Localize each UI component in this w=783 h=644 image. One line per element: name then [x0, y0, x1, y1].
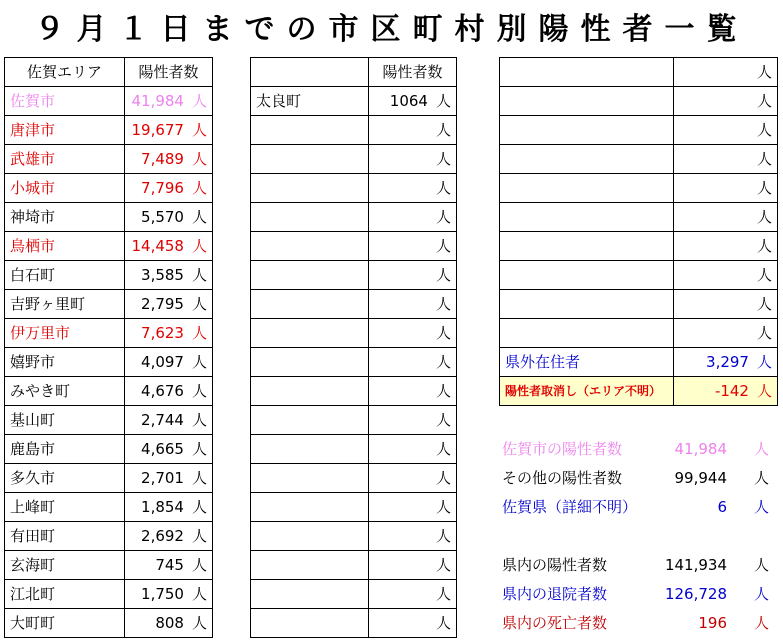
area-table-2	[250, 57, 457, 638]
unit-label: 人	[435, 353, 451, 371]
area-name: 有田町	[5, 522, 125, 551]
count-cell	[125, 116, 213, 145]
unit-label: 人	[191, 353, 207, 371]
count-cell	[125, 232, 213, 261]
unit-label: 人	[435, 150, 451, 168]
count-cell	[674, 174, 778, 203]
area-name	[251, 290, 369, 319]
header-row	[5, 58, 213, 87]
unit-label: 人	[435, 498, 451, 516]
summary-value: 196	[698, 614, 727, 632]
area-name	[500, 261, 674, 290]
count-cell	[369, 377, 457, 406]
area-table-3	[499, 57, 778, 406]
area-name	[251, 145, 369, 174]
unit-label: 人	[191, 208, 207, 226]
area-name	[500, 116, 674, 145]
count-value: 745	[155, 556, 184, 574]
count-cell	[369, 87, 457, 116]
unit-label: 人	[191, 527, 207, 545]
summary-label: 佐賀市の陽性者数	[502, 440, 623, 458]
page-title: ９月１日までの市区町村別陽性者一覧	[34, 12, 749, 47]
count-value: 14,458	[131, 237, 184, 255]
unit-label: 人	[191, 121, 207, 139]
summary-total	[500, 551, 775, 579]
count-value: -142	[714, 382, 749, 400]
area-name: 上峰町	[5, 493, 125, 522]
count-cell	[369, 609, 457, 638]
unit-label: 人	[435, 121, 451, 139]
count-cell	[674, 377, 778, 406]
count-cell	[125, 174, 213, 203]
area-name: 唐津市	[5, 116, 125, 145]
summary-unit: 人	[753, 469, 769, 487]
count-cell	[369, 435, 457, 464]
table-row	[500, 261, 778, 290]
unit-label: 人	[756, 179, 772, 197]
table-row	[251, 551, 457, 580]
count-cell	[369, 261, 457, 290]
count-cell	[369, 319, 457, 348]
summary-label: 県内の陽性者数	[502, 556, 608, 574]
table-row	[251, 348, 457, 377]
unit-label: 人	[756, 295, 772, 313]
table-row	[5, 435, 213, 464]
count-cell	[369, 116, 457, 145]
summary-unit: 人	[753, 498, 769, 516]
area-name: 基山町	[5, 406, 125, 435]
unit-label: 人	[756, 237, 772, 255]
area-name	[251, 522, 369, 551]
area-name	[251, 406, 369, 435]
count-cell	[125, 377, 213, 406]
unit-label: 人	[756, 121, 772, 139]
count-value: 7,489	[141, 150, 184, 168]
count-value: 2,795	[141, 295, 184, 313]
count-cell	[125, 464, 213, 493]
table-row	[5, 377, 213, 406]
summary-label: 県内の死亡者数	[502, 614, 608, 632]
area-name	[251, 174, 369, 203]
count-cell	[125, 580, 213, 609]
count-cell	[125, 551, 213, 580]
count-value: 2,744	[141, 411, 184, 429]
count-cell	[369, 464, 457, 493]
area-name: 多久市	[5, 464, 125, 493]
summary-label: 県内の退院者数	[502, 585, 608, 603]
unit-label: 人	[191, 440, 207, 458]
table-row	[251, 116, 457, 145]
area-name	[251, 377, 369, 406]
table-row	[500, 174, 778, 203]
table-row	[251, 464, 457, 493]
unit-label: 人	[435, 295, 451, 313]
table-row	[500, 203, 778, 232]
count-cell	[674, 87, 778, 116]
unit-label: 人	[756, 382, 772, 400]
area-name: 小城市	[5, 174, 125, 203]
count-value: 1,854	[141, 498, 184, 516]
unit-label: 人	[435, 556, 451, 574]
count-value: 5,570	[141, 208, 184, 226]
table-row	[251, 290, 457, 319]
area-name: 吉野ヶ里町	[5, 290, 125, 319]
area-name	[251, 609, 369, 638]
table-row	[500, 58, 778, 87]
count-cell	[125, 522, 213, 551]
unit-label: 人	[191, 92, 207, 110]
area-name: 陽性者取消し（エリア不明）	[500, 377, 674, 406]
area-name	[251, 580, 369, 609]
column-header-count: 陽性者数	[125, 58, 213, 87]
outside-prefecture-row	[500, 348, 778, 377]
count-cell	[369, 290, 457, 319]
unit-label: 人	[191, 585, 207, 603]
count-value: 1,750	[141, 585, 184, 603]
area-name: 大町町	[5, 609, 125, 638]
table-row	[5, 145, 213, 174]
table-row	[500, 116, 778, 145]
unit-label: 人	[435, 527, 451, 545]
count-cell	[369, 203, 457, 232]
table-row	[500, 290, 778, 319]
table-row	[5, 261, 213, 290]
area-name: 太良町	[251, 87, 369, 116]
area-name	[500, 145, 674, 174]
area-name: 伊万里市	[5, 319, 125, 348]
summary-unit: 人	[753, 440, 769, 458]
unit-label: 人	[435, 324, 451, 342]
table-row	[251, 406, 457, 435]
count-cell	[674, 58, 778, 87]
area-name	[251, 435, 369, 464]
count-cell	[674, 348, 778, 377]
table-row	[500, 319, 778, 348]
area-name	[251, 348, 369, 377]
area-name: 佐賀市	[5, 87, 125, 116]
count-cell	[674, 145, 778, 174]
count-cell	[125, 435, 213, 464]
count-value: 2,701	[141, 469, 184, 487]
table-row	[5, 348, 213, 377]
unit-label: 人	[435, 585, 451, 603]
area-name: 神埼市	[5, 203, 125, 232]
summary-unit: 人	[753, 585, 769, 603]
area-name	[500, 87, 674, 116]
unit-label: 人	[435, 411, 451, 429]
table-row	[251, 174, 457, 203]
unit-label: 人	[435, 440, 451, 458]
summary-value: 6	[717, 498, 727, 516]
count-cell	[369, 551, 457, 580]
unit-label: 人	[191, 179, 207, 197]
area-name	[251, 232, 369, 261]
area-name	[500, 174, 674, 203]
unit-label: 人	[191, 266, 207, 284]
table-row	[5, 203, 213, 232]
table-row	[500, 145, 778, 174]
table-row	[5, 87, 213, 116]
table-row	[251, 232, 457, 261]
area-name: 玄海町	[5, 551, 125, 580]
summary-deaths	[500, 609, 775, 637]
unit-label: 人	[191, 382, 207, 400]
unit-label: 人	[756, 92, 772, 110]
area-name	[500, 319, 674, 348]
count-cell	[125, 406, 213, 435]
area-name	[500, 58, 674, 87]
unit-label: 人	[435, 469, 451, 487]
unit-label: 人	[191, 614, 207, 632]
table-row	[251, 145, 457, 174]
table-row	[251, 203, 457, 232]
count-value: 3,585	[141, 266, 184, 284]
count-value: 4,665	[141, 440, 184, 458]
column-header-area	[251, 58, 369, 87]
summary-others	[500, 464, 775, 492]
table-row	[251, 87, 457, 116]
unit-label: 人	[191, 411, 207, 429]
table-row	[5, 580, 213, 609]
table-row	[5, 522, 213, 551]
count-cell	[125, 145, 213, 174]
summary-value: 141,934	[664, 556, 727, 574]
summary-label: その他の陽性者数	[502, 469, 623, 487]
area-name: みやき町	[5, 377, 125, 406]
unit-label: 人	[191, 469, 207, 487]
area-name	[251, 551, 369, 580]
column-header-area: 佐賀エリア	[5, 58, 125, 87]
unit-label: 人	[435, 92, 451, 110]
count-cell	[674, 319, 778, 348]
count-cell	[125, 319, 213, 348]
count-cell	[674, 203, 778, 232]
count-cell	[369, 145, 457, 174]
summary-value: 41,984	[674, 440, 727, 458]
area-name	[251, 116, 369, 145]
count-cell	[125, 203, 213, 232]
table-row	[251, 493, 457, 522]
area-name: 鳥栖市	[5, 232, 125, 261]
count-cell	[125, 87, 213, 116]
count-cell	[369, 348, 457, 377]
table-row	[251, 319, 457, 348]
summary-value: 126,728	[664, 585, 727, 603]
unit-label: 人	[191, 150, 207, 168]
unit-label: 人	[756, 324, 772, 342]
count-value: 41,984	[131, 92, 184, 110]
unit-label: 人	[435, 208, 451, 226]
unit-label: 人	[191, 556, 207, 574]
count-value: 7,796	[141, 179, 184, 197]
unit-label: 人	[756, 353, 772, 371]
area-name	[251, 261, 369, 290]
count-cell	[369, 174, 457, 203]
unit-label: 人	[191, 237, 207, 255]
count-cell	[125, 290, 213, 319]
table-row	[5, 406, 213, 435]
unit-label: 人	[756, 266, 772, 284]
table-row	[251, 261, 457, 290]
area-name: 県外在住者	[500, 348, 674, 377]
count-value: 7,623	[141, 324, 184, 342]
count-cell	[125, 493, 213, 522]
table-row	[251, 522, 457, 551]
count-cell	[125, 348, 213, 377]
count-cell	[369, 406, 457, 435]
summary-unit: 人	[753, 556, 769, 574]
count-value: 19,677	[131, 121, 184, 139]
area-name	[251, 203, 369, 232]
unit-label: 人	[435, 179, 451, 197]
count-cell	[369, 493, 457, 522]
area-name: 鹿島市	[5, 435, 125, 464]
summary-unit: 人	[753, 614, 769, 632]
table-row	[5, 116, 213, 145]
table-row	[5, 609, 213, 638]
area-name: 江北町	[5, 580, 125, 609]
summary-label: 佐賀県（詳細不明）	[502, 498, 638, 516]
unit-label: 人	[435, 382, 451, 400]
table-row	[5, 551, 213, 580]
count-value: 1064	[389, 92, 428, 110]
area-name: 武雄市	[5, 145, 125, 174]
count-cell	[125, 261, 213, 290]
count-value: 4,097	[141, 353, 184, 371]
count-cell	[674, 116, 778, 145]
area-name: 嬉野市	[5, 348, 125, 377]
table-row	[251, 377, 457, 406]
area-name	[500, 290, 674, 319]
unit-label: 人	[191, 498, 207, 516]
table-row	[5, 319, 213, 348]
table-row	[251, 609, 457, 638]
summary-saga-city	[500, 435, 775, 463]
unit-label: 人	[435, 266, 451, 284]
table-row	[5, 464, 213, 493]
cancellation-row	[500, 377, 778, 406]
area-name	[251, 493, 369, 522]
table-row	[5, 232, 213, 261]
area-name	[251, 464, 369, 493]
count-value: 808	[155, 614, 184, 632]
unit-label: 人	[756, 208, 772, 226]
count-cell	[369, 232, 457, 261]
area-name	[500, 232, 674, 261]
column-header-count: 陽性者数	[369, 58, 457, 87]
table-row	[251, 435, 457, 464]
summary-unknown	[500, 493, 775, 521]
count-cell	[369, 522, 457, 551]
table-row	[500, 232, 778, 261]
count-value: 2,692	[141, 527, 184, 545]
table-row	[5, 174, 213, 203]
table-row	[500, 87, 778, 116]
count-cell	[674, 290, 778, 319]
unit-label: 人	[191, 295, 207, 313]
unit-label: 人	[435, 237, 451, 255]
count-cell	[674, 261, 778, 290]
table-row	[251, 580, 457, 609]
table-row	[5, 493, 213, 522]
header-row	[251, 58, 457, 87]
table-row	[5, 290, 213, 319]
count-cell	[674, 232, 778, 261]
unit-label: 人	[435, 614, 451, 632]
count-cell	[125, 609, 213, 638]
area-name	[251, 319, 369, 348]
summary-value: 99,944	[674, 469, 727, 487]
count-value: 3,297	[706, 353, 749, 371]
unit-label: 人	[756, 150, 772, 168]
summary-discharged	[500, 580, 775, 608]
count-value: 4,676	[141, 382, 184, 400]
unit-label: 人	[756, 63, 772, 81]
count-cell	[369, 580, 457, 609]
unit-label: 人	[191, 324, 207, 342]
area-name: 白石町	[5, 261, 125, 290]
area-name	[500, 203, 674, 232]
area-table-1	[4, 57, 213, 638]
